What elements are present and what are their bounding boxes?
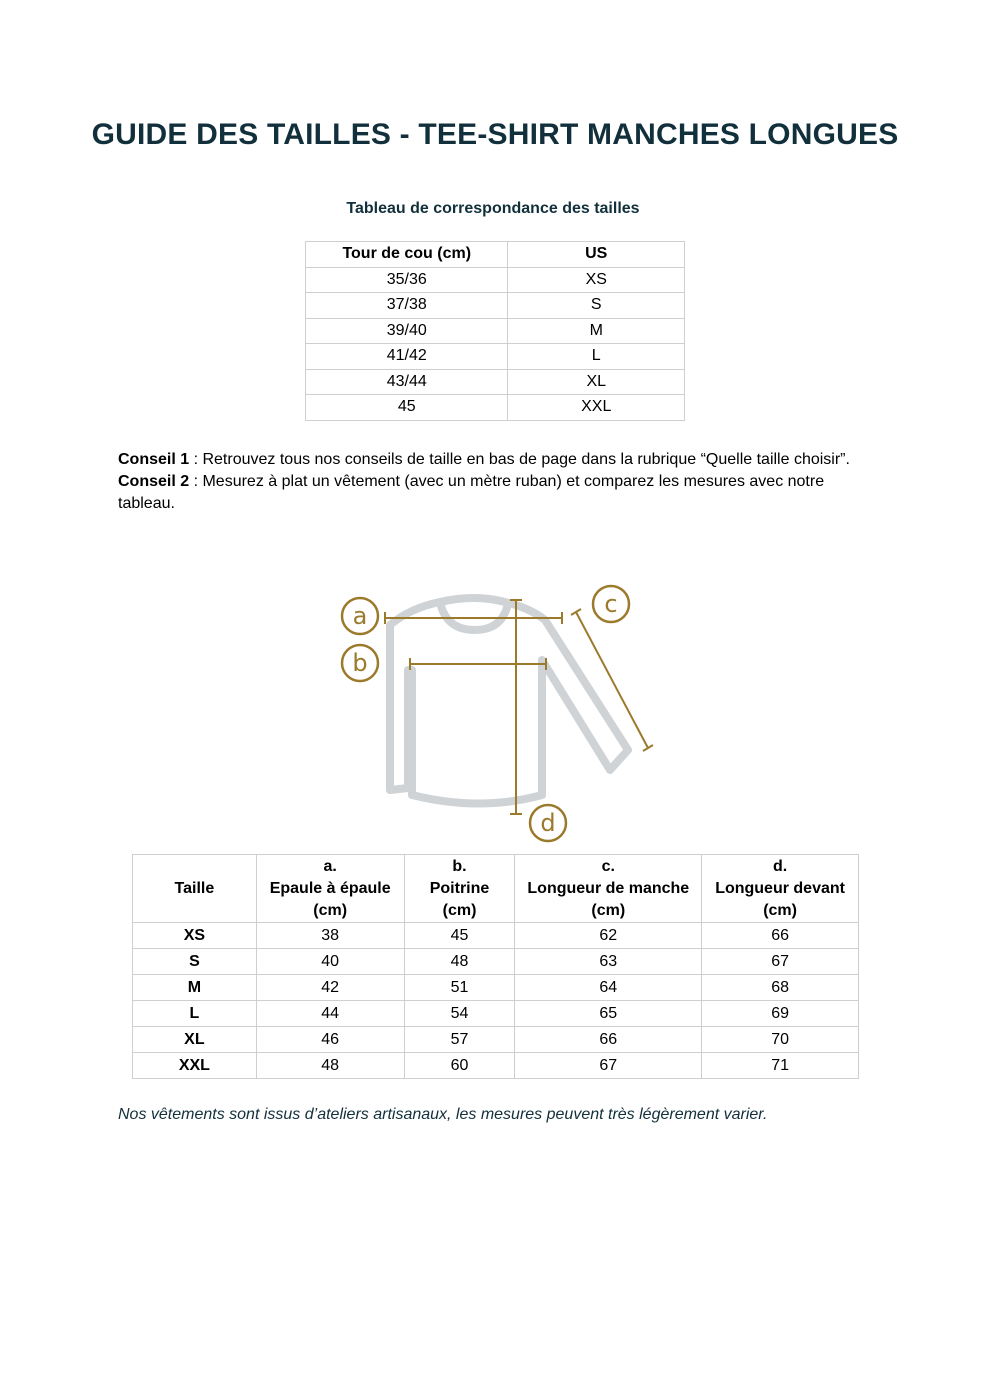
table-row xyxy=(306,318,685,344)
conversion-table-title: Tableau de correspondance des tailles xyxy=(346,200,640,217)
table-row xyxy=(133,1053,859,1079)
length-cell: 66 xyxy=(702,923,859,949)
us-size-cell: S xyxy=(508,293,685,319)
size-conversion-table xyxy=(305,241,685,421)
shoulder-cell: 38 xyxy=(256,923,404,949)
sleeve-cell: 64 xyxy=(515,975,702,1001)
disclaimer-note: Nos vêtements sont issus d’ateliers artisanaux, les mesures peuvent très légèrement varier. xyxy=(118,1106,768,1123)
us-size-cell: L xyxy=(508,344,685,370)
sizing-tips xyxy=(118,449,878,515)
header-us-size: US xyxy=(508,242,685,268)
length-cell: 70 xyxy=(702,1027,859,1053)
header-sleeve: c. Longueur de manche (cm) xyxy=(515,855,702,923)
header-length: d. Longueur devant (cm) xyxy=(702,855,859,923)
sleeve-cell: 65 xyxy=(515,1001,702,1027)
size-cell: XL xyxy=(133,1027,257,1053)
us-size-cell: XS xyxy=(508,267,685,293)
sleeve-cell: 62 xyxy=(515,923,702,949)
us-size-cell: XXL xyxy=(508,395,685,421)
table-header-row xyxy=(306,242,685,268)
sleeve-cell: 67 xyxy=(515,1053,702,1079)
table-header-row xyxy=(133,855,859,923)
sleeve-cell: 63 xyxy=(515,949,702,975)
table-row xyxy=(306,293,685,319)
header-size: Taille xyxy=(133,855,257,923)
shoulder-cell: 40 xyxy=(256,949,404,975)
page-title: GUIDE DES TAILLES - TEE-SHIRT MANCHES LONGUES xyxy=(91,118,899,151)
table-row xyxy=(306,344,685,370)
neck-size-cell: 39/40 xyxy=(306,318,508,344)
chest-cell: 57 xyxy=(404,1027,515,1053)
sleeve-cell: 66 xyxy=(515,1027,702,1053)
table-row xyxy=(133,949,859,975)
tip-2 xyxy=(118,471,878,515)
tip-1-label: Conseil 1 xyxy=(118,451,190,468)
table-row xyxy=(306,395,685,421)
shoulder-cell: 42 xyxy=(256,975,404,1001)
label-b: b xyxy=(352,649,368,677)
shoulder-cell: 44 xyxy=(256,1001,404,1027)
tip-2-text: : Mesurez à plat un vêtement (avec un mètre ruban) et comparez les mesures avec notre tableau. xyxy=(118,473,825,512)
label-c: c xyxy=(604,590,618,618)
length-cell: 67 xyxy=(702,949,859,975)
table-row xyxy=(133,1027,859,1053)
neck-size-cell: 35/36 xyxy=(306,267,508,293)
size-cell: XXL xyxy=(133,1053,257,1079)
measurement-table xyxy=(132,854,859,1079)
neck-size-cell: 37/38 xyxy=(306,293,508,319)
size-cell: XS xyxy=(133,923,257,949)
table-row xyxy=(133,923,859,949)
chest-cell: 60 xyxy=(404,1053,515,1079)
neck-size-cell: 45 xyxy=(306,395,508,421)
size-cell: L xyxy=(133,1001,257,1027)
length-cell: 71 xyxy=(702,1053,859,1079)
label-a: a xyxy=(352,602,368,630)
label-d: d xyxy=(540,809,556,837)
neck-size-cell: 41/42 xyxy=(306,344,508,370)
table-row xyxy=(133,975,859,1001)
table-row xyxy=(306,267,685,293)
shoulder-cell: 48 xyxy=(256,1053,404,1079)
tip-1 xyxy=(118,449,878,471)
chest-cell: 51 xyxy=(404,975,515,1001)
tip-2-label: Conseil 2 xyxy=(118,473,190,490)
measure-lines xyxy=(385,600,653,814)
size-cell: S xyxy=(133,949,257,975)
chest-cell: 48 xyxy=(404,949,515,975)
table-row xyxy=(306,369,685,395)
us-size-cell: XL xyxy=(508,369,685,395)
chest-cell: 54 xyxy=(404,1001,515,1027)
size-cell: M xyxy=(133,975,257,1001)
tip-1-text: : Retrouvez tous nos conseils de taille en bas de page dans la rubrique “Quelle taille choisir”. xyxy=(189,451,850,468)
chest-cell: 45 xyxy=(404,923,515,949)
us-size-cell: M xyxy=(508,318,685,344)
shirt-measurement-diagram xyxy=(330,580,660,845)
neck-size-cell: 43/44 xyxy=(306,369,508,395)
header-shoulder: a. Epaule à épaule (cm) xyxy=(256,855,404,923)
length-cell: 68 xyxy=(702,975,859,1001)
length-cell: 69 xyxy=(702,1001,859,1027)
header-neck-size: Tour de cou (cm) xyxy=(306,242,508,268)
header-chest: b. Poitrine (cm) xyxy=(404,855,515,923)
table-row xyxy=(133,1001,859,1027)
long-sleeve-shirt-icon xyxy=(390,598,628,804)
shoulder-cell: 46 xyxy=(256,1027,404,1053)
